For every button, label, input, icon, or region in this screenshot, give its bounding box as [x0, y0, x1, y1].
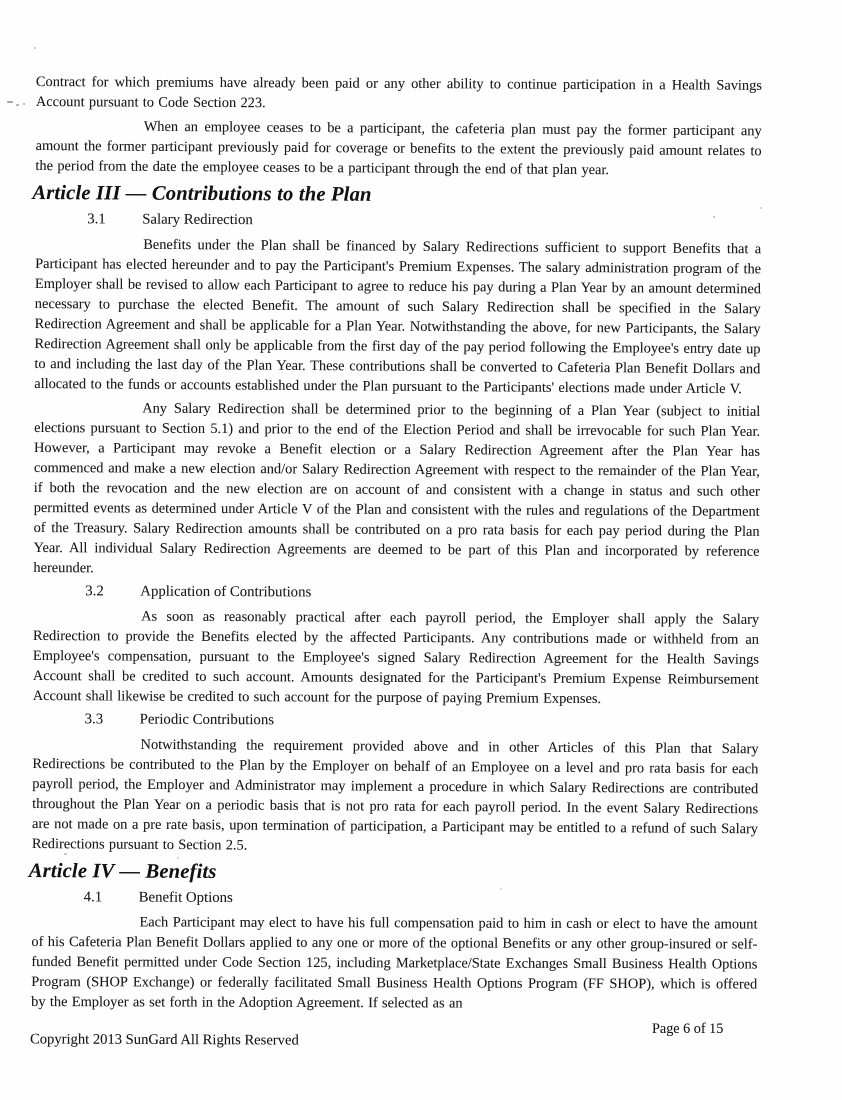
section-number: 3.1: [87, 211, 106, 228]
footer-page-number: Page 6 of 15: [652, 1021, 724, 1037]
section-title: Benefit Options: [138, 889, 233, 907]
section-3-3-heading: [85, 711, 759, 732]
section-3-2-heading: [85, 583, 759, 604]
scan-speck: [16, 104, 19, 106]
document-body: [28, 72, 762, 1020]
scan-speck: [7, 101, 13, 103]
paragraph-benefit-options: Each Participant may elect to have his full compensation paid to him in cash or elect to have the amount of his Cafeteria Plan Benefit Dollars applied to any one or more of the optional Benefits or any other group-insured or self-funded Benefit permitted under Code Section 125, including Marketplace/State Exchanges Small Business Health Options Program (SHOP Exchange) or federally facilitated Small Business Health Options Program (FF SHOP), which is offered by the Employer as set forth in the Adoption Agreement. If selected as an: [31, 914, 758, 1012]
section-4-1-heading: [84, 889, 758, 910]
section-title: Periodic Contributions: [139, 711, 275, 729]
scan-speck: [23, 103, 25, 105]
paragraph-application-of-contributions: As soon as reasonably practical after each payroll period, the Employer shall apply the Salary Redirection to provide the Benefits elected by the affected Participants. Any contributions made or withheld from an Employee's compensation, pursuant to the Employee's signed Salary Redirection Agreement for the Health Savings Account shall be credited to such account. Amounts designated for the Participant's Premium Expense Reimbursement Account shall likewise be credited to such account for the purpose of paying Premium Expenses.: [32, 608, 760, 707]
section-3-1-heading: [87, 211, 761, 232]
footer-copyright: Copyright 2013 SunGard All Rights Reserved: [29, 1031, 299, 1049]
section-number: 4.1: [83, 889, 103, 906]
section-number: 3.2: [85, 583, 104, 600]
paragraph-employee-ceases: When an employee ceases to be a participant, the cafeteria plan must pay the former participant any amount the former participant previously paid for coverage or benefits to the extent the previously paid amount relates to the period from the date the employee ceases to be a participant through the end of that plan year.: [35, 118, 762, 179]
paragraph-contract-continuation: Contract for which premiums have already been paid or any other ability to continue participation in a Health Savings Account pursuant to Code Section 223.: [35, 73, 762, 112]
article-iv-heading: Article IV — Benefits: [28, 859, 217, 883]
scan-speck: [34, 47, 36, 49]
section-number: 3.3: [84, 711, 104, 728]
paragraph-periodic-contributions: Notwithstanding the requirement provided above and in other Articles of this Plan that Salary Redirections be contributed to the Plan by the Employer on behalf of an Employee on a level and pro rata basis for each payroll period, the Employer and Administrator may implement a procedure in which Salary Redirections are contributed throughout the Plan Year on a periodic basis that is not pro rata for each payroll period. In the event Salary Redirections are not made on a pre rate basis, upon termination of participation, a Participant may be entitled to a refund of such Salary Redirections pursuant to Section 2.5.: [31, 736, 759, 854]
paragraph-salary-redirection-1: Benefits under the Plan shall be financed by Salary Redirections sufficient to support Benefits that a Participant has elected hereunder and to pay the Participant's Premium Expenses. The salary administration program of the Employer shall be revised to allow each Participant to agree to reduce his pay during a Plan Year by an amount determined necessary to purchase the elected Benefit. The amount of such Salary Redirection shall be specified in the Salary Redirection Agreement and shall be applicable for a Plan Year. Notwithstanding the above, for new Participants, the Salary Redirection Agreement shall only be applicable from the first day of the pay period following the Employee's entry date up to and including the last day of the Plan Year. These contributions shall be converted to Cafeteria Plan Benefit Dollars and allocated to the funds or accounts established under the Plan pursuant to the Participants' elections made under Article V.: [34, 236, 762, 398]
paragraph-salary-redirection-2: Any Salary Redirection shall be determined prior to the beginning of a Plan Year (subject to initial elections pursuant to Section 5.1) and prior to the end of the Election Period and shall be irrevocable for such Plan Year. However, a Participant may revoke a Benefit election or a Salary Redirection Agreement after the Plan Year has commenced and make a new election and/or Salary Redirection Agreement with respect to the remainder of the Plan Year, if both the revocation and the new election are on account of and consistent with a change in status and such other permitted events as determined under Article V of the Plan and consistent with the rules and regulations of the Department of the Treasury. Salary Redirection amounts shall be contributed on a pro rata basis for each pay period during the Plan Year. All individual Salary Redirection Agreements are deemed to be part of this Plan and incorporated by reference hereunder.: [33, 400, 761, 577]
section-title: Salary Redirection: [142, 211, 253, 229]
section-title: Application of Contributions: [140, 583, 312, 601]
article-iii-heading: Article III — Contributions to the Plan: [32, 181, 372, 206]
